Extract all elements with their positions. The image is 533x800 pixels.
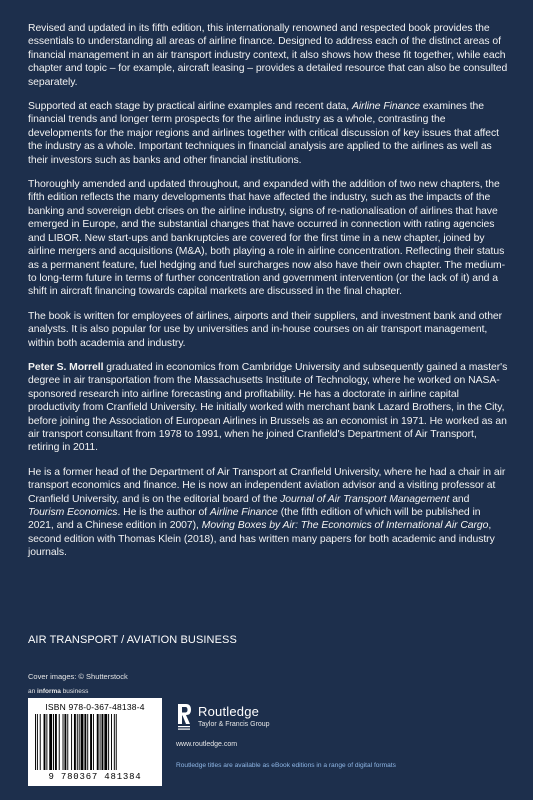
author-bio-1 bbox=[28, 361, 508, 455]
publisher-name: Routledge bbox=[198, 704, 260, 719]
author-bio-1-text: graduated in economics from Cambridge University and subsequently gained a master's degree in air transportation from the Massachusetts Institute of Technology, where he worked on NASA-sponsored research into airline forecasting and profitability. He has a doctorate in airline capital productivity from Cranfield University. He initially worked with merchant bank Lazard Brothers, in the City, before joining the Association of European Airlines in Brussels as an economist in 1971. He worked as an air transport consultant from 1978 to 1991, when he joined Cranfield's Department of Air Transport, retiring in 2011. bbox=[28, 361, 508, 454]
author-bio-2-start: He is a former head of the Department of Air Transport at Cranfield University, where he had a chair in air transport economics and finance. He is now an independent aviation advisor and a visiting professor at Cranfield University, and is on the editorial board of the bbox=[28, 466, 506, 505]
blurb-paragraph-1: Revised and updated in its fifth edition, this internationally renowned and respected book provides the essentials to understanding all areas of airline finance. Designed to address each of the distinct areas of financial management in an air transport industry context, it also shows how these fit together, while each chapter and topic – for example, aircraft leasing – provides a detailed resource that can also be consulted separately. bbox=[28, 23, 508, 88]
author-bio-2 bbox=[28, 466, 508, 560]
publisher-url[interactable]: www.routledge.com bbox=[176, 741, 238, 748]
blurb-p2-rest: examines the financial trends and longer term prospects for the airline industry as a whole, contrasting the developments for the major regions and airlines together with critical discussion of key issues that affect the industry as a whole. Important techniques in financial analysis are applied to the airlines as well as their investors such as banks and other financial institutions. bbox=[28, 101, 499, 166]
author-bio-2-and: and bbox=[449, 493, 470, 505]
journal-2: Tourism Economics bbox=[28, 507, 118, 518]
ebook-note: Routledge titles are available as eBook editions in a range of digital formats bbox=[176, 762, 396, 769]
blurb bbox=[28, 22, 508, 571]
routledge-logo-icon bbox=[176, 702, 192, 732]
barcode-number: 9 780367 481384 bbox=[48, 772, 142, 782]
informa-brand: informa bbox=[37, 688, 61, 695]
subject-category: AIR TRANSPORT / AVIATION BUSINESS bbox=[28, 634, 237, 646]
isbn-barcode bbox=[28, 698, 162, 786]
book-1: Airline Finance bbox=[209, 507, 278, 518]
cover-image-credit: Cover images: © Shutterstock bbox=[28, 672, 128, 681]
author-bio-2-end: , second edition with Thomas Klein (2018), and has written many papers for both academic and industry journals. bbox=[28, 520, 495, 559]
author-bio-2-mid2: (the fifth edition of which will be published in 2021, and a Chinese edition in 2007), bbox=[28, 507, 481, 532]
book-2: Moving Boxes by Air: The Economics of International Air Cargo bbox=[201, 520, 489, 532]
blurb-paragraph-2 bbox=[28, 100, 508, 167]
author-name: Peter S. Morrell bbox=[28, 361, 104, 373]
author-bio-2-mid: . He is the author of bbox=[117, 507, 210, 518]
informa-business-line bbox=[28, 688, 88, 695]
blurb-p2-start: Supported at each stage by practical airline examples and recent data, bbox=[28, 101, 352, 113]
informa-suffix: business bbox=[60, 688, 89, 695]
publisher-group: Taylor & Francis Group bbox=[198, 721, 270, 728]
blurb-paragraph-3: Thoroughly amended and updated throughout, and expanded with the addition of two new chapters, the fifth edition reflects the many developments that have affected the industry, such as the impacts of the banking and sovereign debt crises on the airline industry, signs of re-nationalisation of airlines that have emerged in Europe, and the substantial changes that have occurred in connection with rating agencies and LIBOR. New start-ups and bankruptcies are covered for the first time in a new chapter, joined by airline mergers and acquisitions (M&A), both playing a role in airline concentration. Reflecting their status as a permanent feature, fuel hedging and fuel surcharges now also have their own chapter. The medium- to long-term future in terms of further concentration and government intervention (or the lack of it) and a shift in aircraft financing towards capital markets are discussed in the final chapter. bbox=[28, 179, 506, 298]
isbn-label: ISBN 978-0-367-48138-4 bbox=[45, 702, 145, 712]
barcode-bars bbox=[33, 714, 157, 772]
blurb-paragraph-4: The book is written for employees of airlines, airports and their suppliers, and investment bank and other analysts. It is also popular for use by universities and in-house courses on air transport management, within both academia and industry. bbox=[28, 310, 503, 349]
book-title-italic: Airline Finance bbox=[351, 101, 420, 113]
journal-1: Journal of Air Transport Management bbox=[280, 493, 450, 505]
informa-prefix: an bbox=[28, 688, 38, 695]
